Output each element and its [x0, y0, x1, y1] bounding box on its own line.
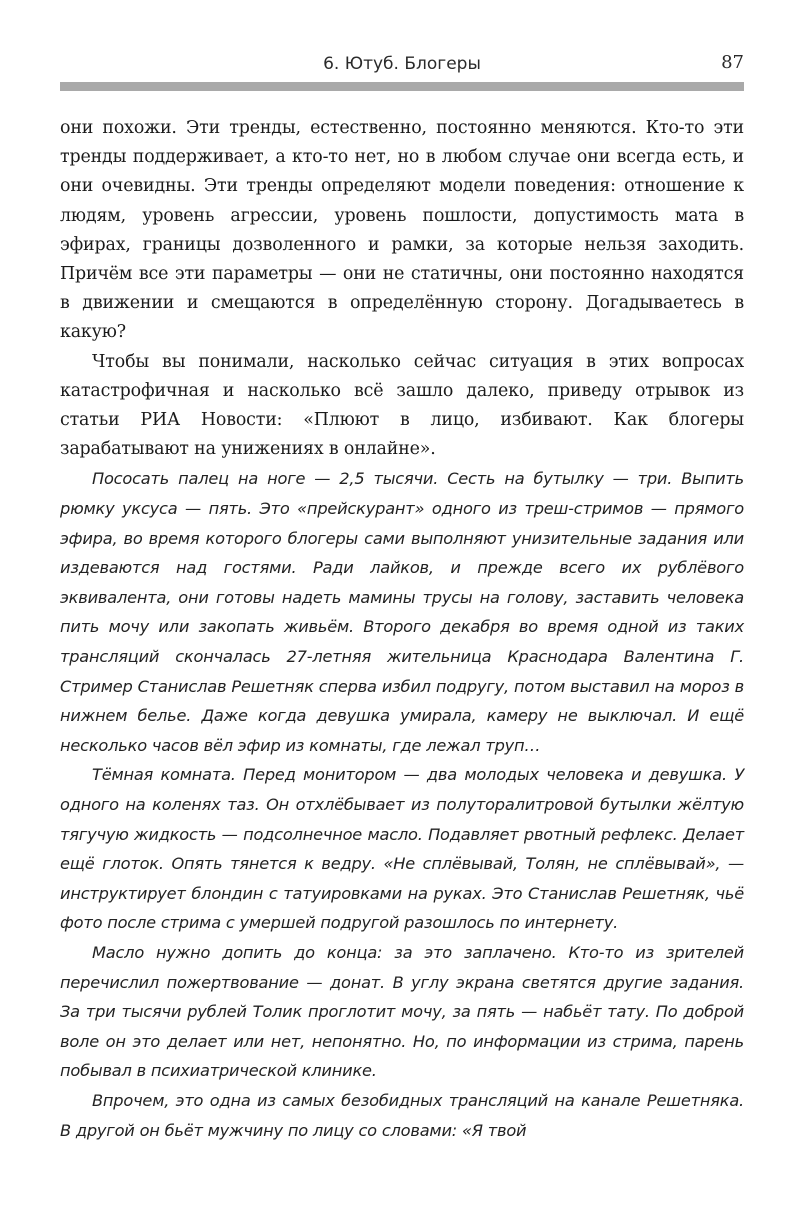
- running-title: 6. Ютуб. Блогеры: [323, 54, 481, 74]
- page-header: [60, 54, 744, 80]
- quote-paragraph-4: Впрочем, это одна из самых безобидных трансляций на канале Решетняка. В другой он бьёт мужчину по лицу со словами: «Я твой: [60, 1090, 744, 1140]
- body-text: [60, 114, 744, 1145]
- quote-paragraph-2: Тёмная комната. Перед монитором — два молодых человека и девушка. У одного на коленях таз. Он отхлёбывает из полуторалитровой бутылки жёлтую тягучую жидкость — подсолнечное масло. Подавляет рвотный рефлекс. Делает ещё глоток. Опять тянется к ведру. «Не сплёвывай, Толян, не сплёвывай», — инструктирует блондин с татуировками на руках. Это Станислав Решетняк, чьё фото после стрима с умершей подругой разошлось по интернету.: [60, 765, 744, 933]
- quote-paragraph-1: Пососать палец на ноге — 2,5 тысячи. Сесть на бутылку — три. Выпить рюмку уксуса — пять. Это «прейскурант» одного из треш-стримов — прямого эфира, во время которого блогеры сами выполняют унизительные задания или издеваются над гостями. Ради лайков, и прежде всего их рублёвого эквивалента, они готовы надеть мамины трусы на голову, заставить человека пить мочу или закопать живьём. Второго декабря во время одной из таких трансляций скончалась 27-летняя жительница Краснодара Валентина Г. Стример Станислав Решетняк сперва избил подругу, потом выставил на мороз в нижнем белье. Даже когда девушка умирала, камеру не выключал. И ещё несколько часов вёл эфир из комнаты, где лежал труп…: [60, 469, 744, 755]
- header-rule: [60, 82, 744, 91]
- paragraph-continued: они похожи. Эти тренды, естественно, постоянно меняются. Кто-то эти тренды поддерживает, а кто-то нет, но в любом случае они всегда есть, и они очевидны. Эти тренды определяют модели поведения: отношение к людям, уровень агрессии, уровень пошлости, допустимость мата в эфирах, границы дозволенного и рамки, за которые нельзя заходить. Причём все эти параметры — они не статичны, они постоянно находятся в движении и смещаются в определённую сторону. Догадываетесь в какую?: [60, 118, 744, 343]
- paragraph-intro-quote: Чтобы вы понимали, насколько сейчас ситуация в этих вопросах катастрофичная и насколько всё зашло далеко, приведу отрывок из статьи РИА Новости: «Плюют в лицо, избивают. Как блогеры зарабатывают на унижениях в онлайне».: [60, 351, 744, 460]
- page-number: 87: [721, 52, 744, 73]
- quote-paragraph-3: Масло нужно допить до конца: за это заплачено. Кто-то из зрителей перечислил пожертвование — донат. В углу экрана светятся другие задания. За три тысячи рублей Толик проглотит мочу, за пять — набьёт тату. По доброй воле он это делает или нет, непонятно. Но, по информации из стрима, парень побывал в психиатрической клинике.: [60, 942, 744, 1081]
